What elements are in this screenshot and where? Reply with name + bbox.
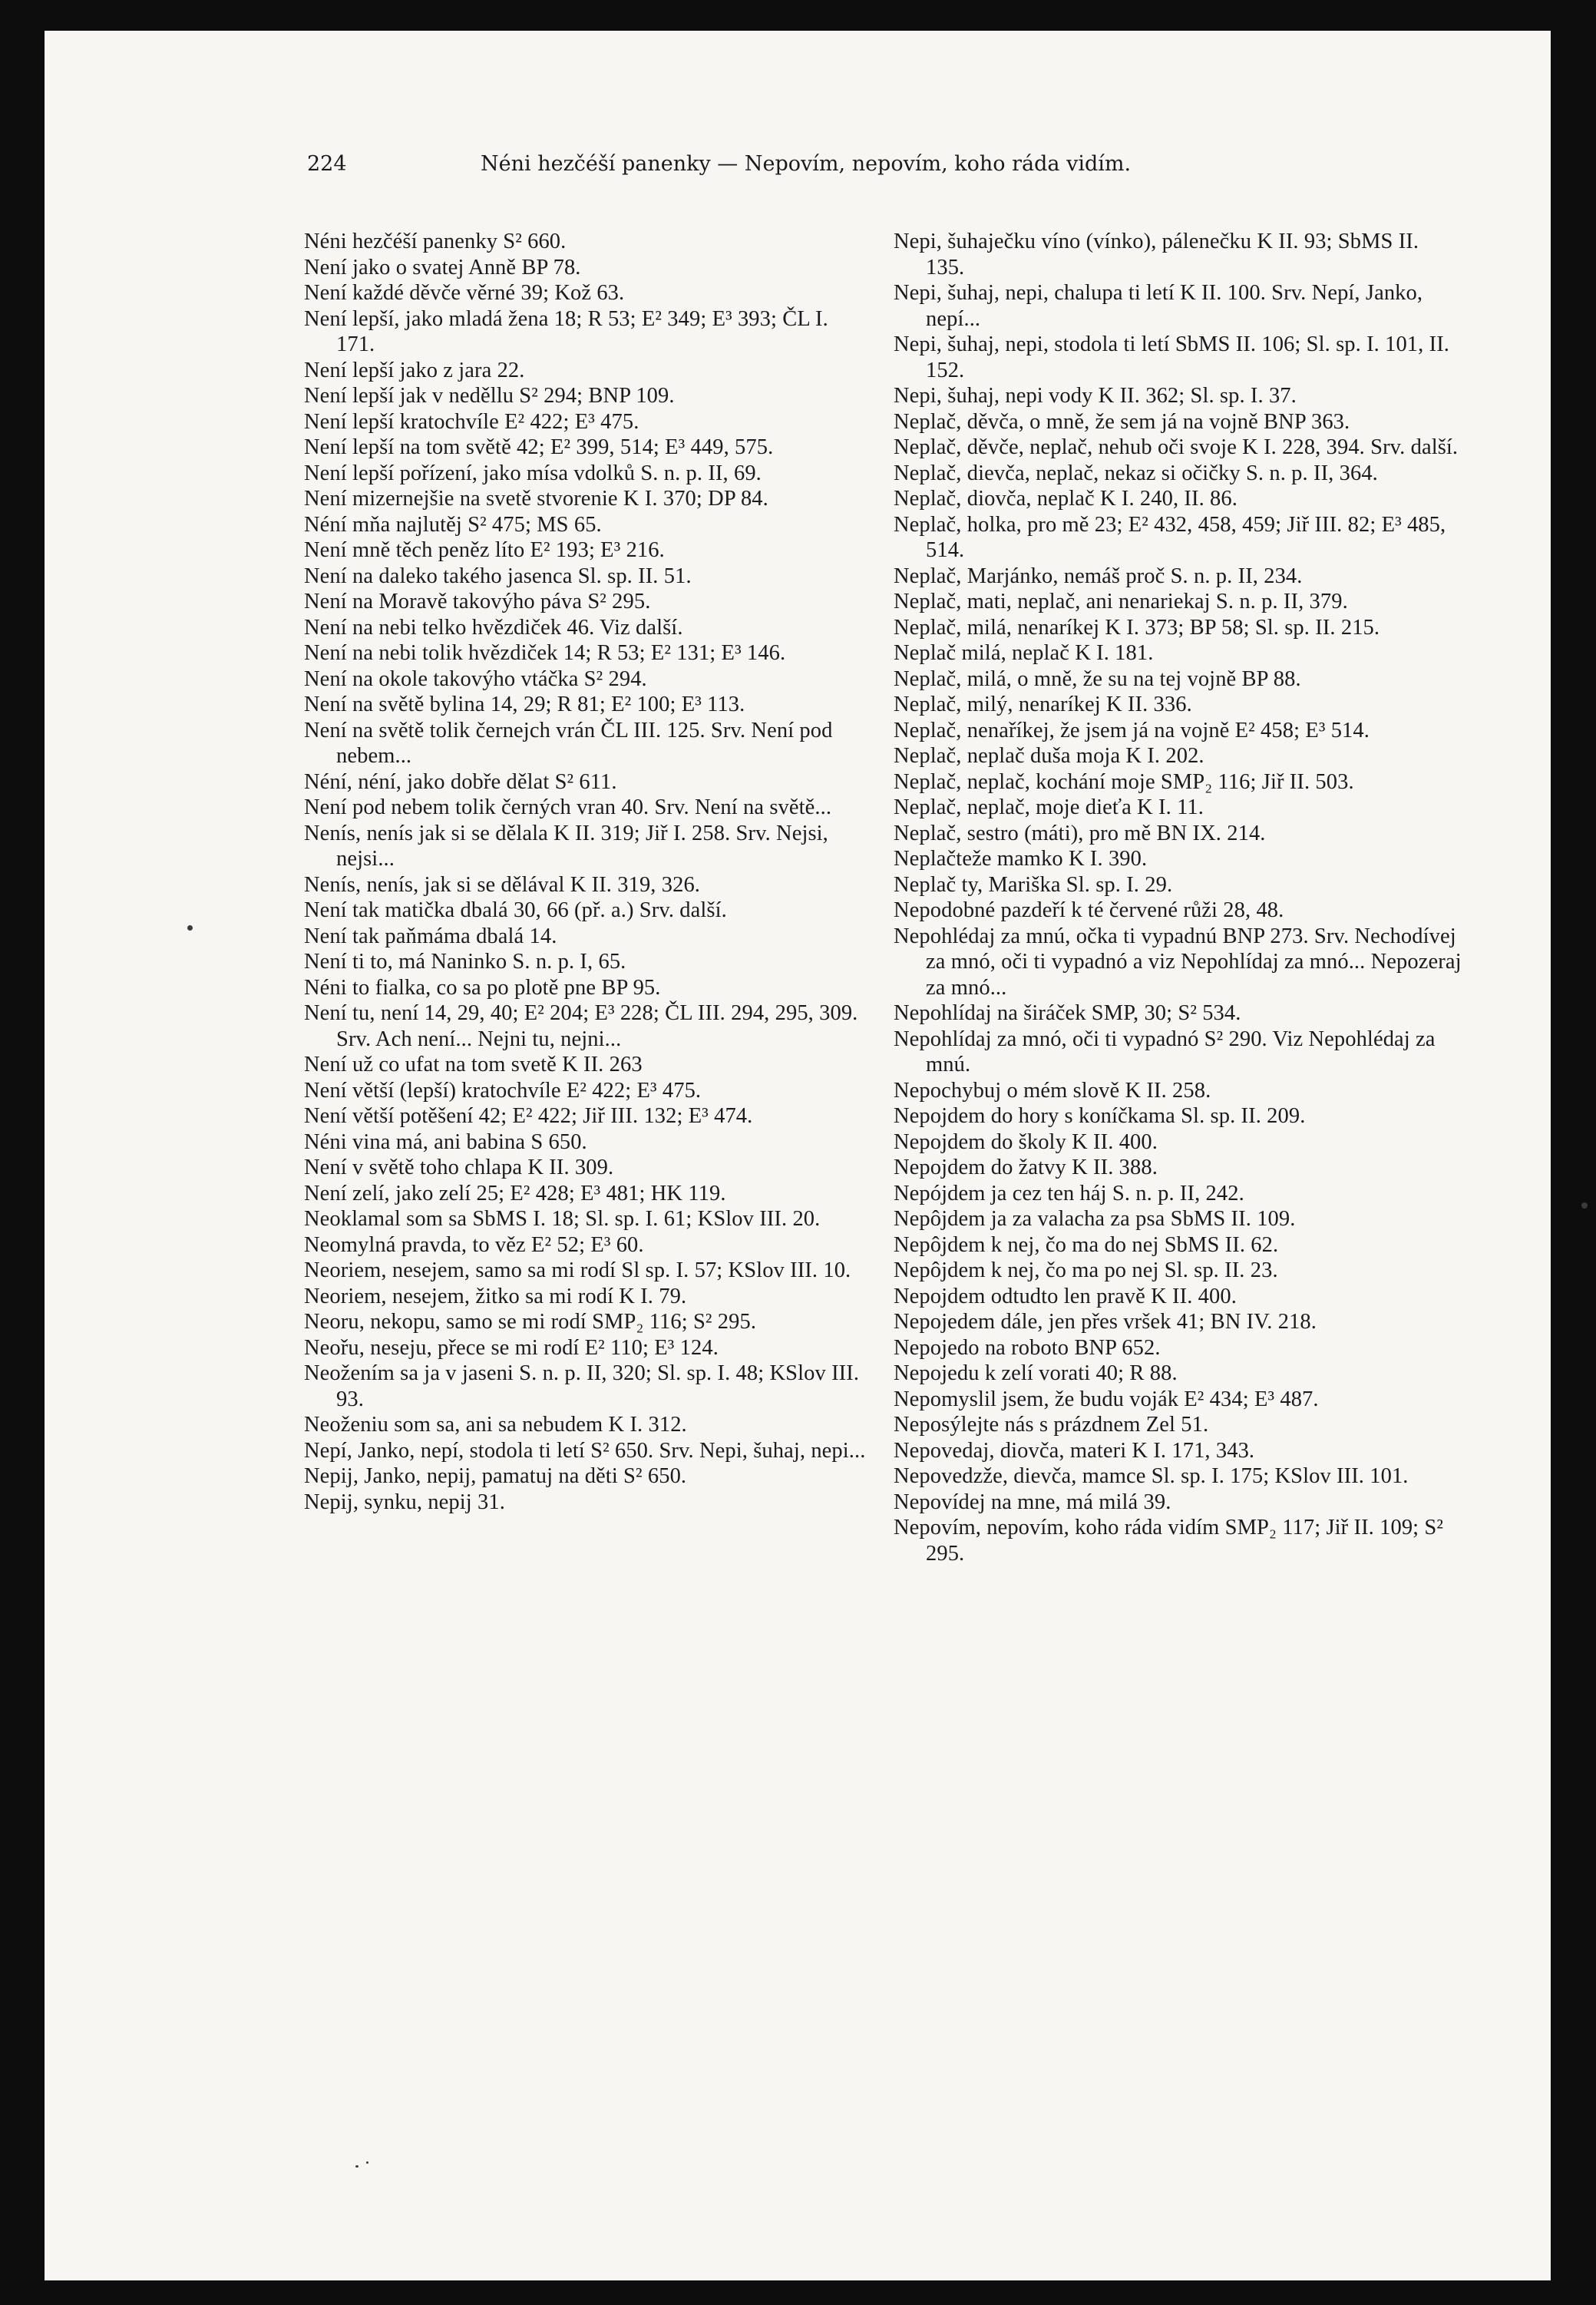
index-entry: Neoriem, nesejem, žitko sa mi rodí K I. 79. [304, 1284, 687, 1308]
index-entry: Není tak matička dbalá 30, 66 (př. a.) Srv. další. [304, 898, 727, 922]
right-index-column [894, 229, 1462, 1566]
index-entry: Není tu, není 14, 29, 40; E² 204; E³ 228; ČL III. 294, 295, 309. Srv. Ach není... Nejni tu, nejni... [304, 1001, 858, 1051]
index-entry: Není každé děvče věrné 39; Kož 63. [304, 281, 625, 305]
index-entry: Neplač, děvče, neplač, nehub oči svoje K I. 228, 394. Srv. další. [894, 435, 1459, 459]
index-entry: Neořu, neseju, přece se mi rodí E² 110; E³ 124. [304, 1335, 719, 1360]
index-entry: Nepojdem odtudto len pravě K II. 400. [894, 1284, 1237, 1308]
index-entry: Není zelí, jako zelí 25; E² 428; E³ 481; HK 119. [304, 1181, 726, 1205]
index-entry: Neplač ty, Mariška Sl. sp. I. 29. [894, 872, 1173, 897]
running-title: Néni hezčéší panenky — Nepovím, nepovím, koho ráda vidím. [481, 152, 1132, 176]
index-entry: Neomylná pravda, to věz E² 52; E³ 60. [304, 1232, 644, 1257]
index-entry: Nenís, nenís jak si se dělala K II. 319; Jiř I. 258. Srv. Nejsi, nejsi... [304, 821, 828, 871]
index-entry: Nepojedu k zelí vorati 40; R 88. [894, 1361, 1178, 1385]
index-entry: Nepi, šuhaj, nepi, stodola ti letí SbMS II. 106; Sl. sp. I. 101, II. 152. [894, 332, 1450, 382]
index-entry: Nepôjdem ja za valacha za psa SbMS II. 109. [894, 1207, 1296, 1231]
index-entry: Není pod nebem tolik černých vran 40. Srv. Není na světě... [304, 795, 832, 819]
index-entry: Neoru, nekopu, samo se mi rodí SMP₂ 116; S² 295. [304, 1310, 757, 1334]
index-entry: Nepôjdem k nej, čo ma do nej SbMS II. 62. [894, 1232, 1279, 1257]
index-entry: Není jako o svatej Anně BP 78. [304, 255, 581, 279]
index-entry: Nepohlídaj na širáček SMP, 30; S² 534. [894, 1001, 1241, 1025]
index-entry: Neplač, mati, neplač, ani nenariekaj S. n. p. II, 379. [894, 590, 1348, 613]
index-entry: Není ti to, má Naninko S. n. p. I, 65. [304, 950, 626, 974]
index-entry: Neplač, neplač, moje dieťa K I. 11. [894, 795, 1204, 819]
index-entry: Neoklamal som sa SbMS I. 18; Sl. sp. I. 61; KSlov III. 20. [304, 1207, 821, 1231]
index-entry: Není lepší, jako mladá žena 18; R 53; E² 349; E³ 393; ČL I. 171. [304, 306, 828, 356]
index-entry: Není v světě toho chlapa K II. 309. [304, 1156, 614, 1179]
index-entry: Nepovedzže, dievča, mamce Sl. sp. I. 175; KSlov III. 101. [894, 1464, 1409, 1488]
index-entry: Není na světě bylina 14, 29; R 81; E² 100; E³ 113. [304, 693, 745, 716]
index-entry: Neplač, milá, o mně, že su na tej vojně BP 88. [894, 666, 1301, 691]
index-entry: Nepôjdem k nej, čo ma po nej Sl. sp. II. 23. [894, 1258, 1278, 1282]
index-entry: Nepovím, nepovím, koho ráda vidím SMP₂ 117; Jiř II. 109; S² 295. [894, 1516, 1444, 1566]
index-entry: Není mně těch peněz líto E² 193; E³ 216. [304, 538, 665, 562]
index-entry: Néní, néní, jako dobře dělat S² 611. [304, 769, 617, 794]
index-entry: Neplačteže mamko K I. 390. [894, 847, 1148, 871]
index-entry: Nepi, šuhaj, nepi, chalupa ti letí K II. 100. Srv. Nepí, Janko, nepí... [894, 281, 1423, 331]
index-entry: Nepochybuj o mém slově K II. 258. [894, 1078, 1211, 1103]
index-entry: Nenís, nenís, jak si se dělával K II. 319, 326. [304, 872, 701, 897]
scan-speck [1581, 1202, 1588, 1209]
scan-speck [366, 2161, 368, 2164]
index-entry: Není na nebi telko hvězdiček 46. Viz další. [304, 615, 683, 640]
index-entry: Nepi, šuhaječku víno (vínko), pálenečku K II. 93; SbMS II. 135. [894, 230, 1419, 279]
index-entry: Není na okole takovýho vtáčka S² 294. [304, 666, 647, 691]
index-entry: Neplač, holka, pro mě 23; E² 432, 458, 459; Jiř III. 82; E³ 485, 514. [894, 512, 1446, 562]
running-head [307, 152, 1382, 189]
index-entry: Nepi, šuhaj, nepi vody K II. 362; Sl. sp. I. 37. [894, 384, 1297, 408]
index-entry: Nepojdem do školy K II. 400. [894, 1129, 1158, 1154]
index-entry: Není na Moravě takovýho páva S² 295. [304, 590, 651, 613]
index-entry: Nepójdem ja cez ten háj S. n. p. II, 242. [894, 1181, 1244, 1205]
index-entry: Neplač, Marjánko, nemáš proč S. n. p. II, 234. [894, 564, 1303, 588]
index-entry: Není lepší jako z jara 22. [304, 358, 525, 382]
index-entry: Nepomyslil jsem, že budu voják E² 434; E³ 487. [894, 1387, 1319, 1411]
index-entry: Není větší (lepší) kratochvíle E² 422; E³ 475. [304, 1078, 702, 1103]
index-entry: Není větší potěšení 42; E² 422; Jiř III. 132; E³ 474. [304, 1104, 753, 1128]
index-entry: Nepojedo na roboto BNP 652. [894, 1335, 1161, 1360]
index-entry: Nepij, synku, nepij 31. [304, 1490, 505, 1514]
scan-speck [187, 925, 193, 931]
index-entry: Nepojdem do hory s koníčkama Sl. sp. II. 209. [894, 1104, 1306, 1128]
index-entry: Není tak paňmáma dbalá 14. [304, 924, 557, 948]
index-entry: Neplač, dievča, neplač, nekaz si očičky S. n. p. II, 364. [894, 461, 1378, 485]
index-entry: Neplač, neplač duša moja K I. 202. [894, 744, 1204, 768]
scan-speck [355, 2165, 359, 2168]
page-number: 224 [307, 152, 347, 176]
index-entry: Není na daleko takého jasenca Sl. sp. II. 51. [304, 564, 692, 588]
index-entry: Nepovídej na mne, má milá 39. [894, 1490, 1171, 1514]
index-entry: Neplač, děvča, o mně, že sem já na vojně BNP 363. [894, 409, 1350, 434]
index-entry: Neposýlejte nás s prázdnem Zel 51. [894, 1413, 1209, 1437]
index-entry: Neplač, nenaříkej, že jsem já na vojně E² 458; E³ 514. [894, 718, 1370, 742]
index-entry: Není lepší kratochvíle E² 422; E³ 475. [304, 409, 639, 434]
index-entry: Není na nebi tolik hvězdiček 14; R 53; E² 131; E³ 146. [304, 641, 786, 665]
index-entry: Neplač, diovča, neplač K I. 240, II. 86. [894, 487, 1237, 511]
index-entry: Nepojedem dále, jen přes vršek 41; BN IV. 218. [894, 1310, 1317, 1334]
index-entry: Není mizernejšie na svetě stvorenie K I. 370; DP 84. [304, 487, 768, 511]
index-entry: Nepojdem do žatvy K II. 388. [894, 1156, 1158, 1179]
index-entry: Neplač, milá, nenaríkej K I. 373; BP 58; Sl. sp. II. 215. [894, 615, 1380, 640]
index-entry: Nepij, Janko, nepij, pamatuj na děti S² 650. [304, 1464, 687, 1488]
index-entry: Néní mňa najlutěj S² 475; MS 65. [304, 512, 602, 537]
index-entry: Není lepší na tom světě 42; E² 399, 514; E³ 449, 575. [304, 435, 774, 459]
index-entry: Neplač, neplač, kochání moje SMP₂ 116; Jiř II. 503. [894, 769, 1354, 794]
index-entry: Není už co ufat na tom svetě K II. 263 [304, 1053, 643, 1076]
index-entry: Nepohlídaj za mnó, oči ti vypadnó S² 290. Viz Nepohlédaj za mnú. [894, 1027, 1436, 1076]
index-entry: Neplač, sestro (máti), pro mě BN IX. 214. [894, 821, 1266, 845]
index-entry: Neplač, milý, nenaríkej K II. 336. [894, 693, 1192, 716]
index-entry: Nepodobné pazdeří k té červené růži 28, 48. [894, 898, 1284, 922]
index-entry: Nepí, Janko, nepí, stodola ti letí S² 650. Srv. Nepi, šuhaj, nepi... [304, 1438, 866, 1463]
index-entry: Neoriem, nesejem, samo sa mi rodí Sl sp. I. 57; KSlov III. 10. [304, 1258, 851, 1282]
index-entry: Neoženiu som sa, ani sa nebudem K I. 312. [304, 1413, 687, 1437]
index-entry: Není lepší jak v neděllu S² 294; BNP 109. [304, 384, 675, 408]
index-entry: Neplač milá, neplač K I. 181. [894, 641, 1154, 665]
index-entry: Není lepší pořízení, jako mísa vdolků S. n. p. II, 69. [304, 461, 762, 485]
index-entry: Néni hezčéší panenky S² 660. [304, 230, 567, 253]
index-entry: Neožením sa ja v jaseni S. n. p. II, 320; Sl. sp. I. 48; KSlov III. 93. [304, 1361, 860, 1411]
index-entry: Nepovedaj, diovča, materi K I. 171, 343. [894, 1438, 1255, 1463]
index-entry: Néni to fialka, co sa po plotě pne BP 95. [304, 975, 661, 1000]
left-index-column [304, 229, 872, 1515]
index-entry: Nepohlédaj za mnú, očka ti vypadnú BNP 273. Srv. Nechodívej za mnó, oči ti vypadnó a viz Nepohlídaj za mnó... Nepozeraj za mnó... [894, 924, 1462, 1000]
index-entry: Néni vina má, ani babina S 650. [304, 1129, 587, 1154]
index-entry: Není na světě tolik černejch vrán ČL III. 125. Srv. Není pod nebem... [304, 718, 833, 768]
